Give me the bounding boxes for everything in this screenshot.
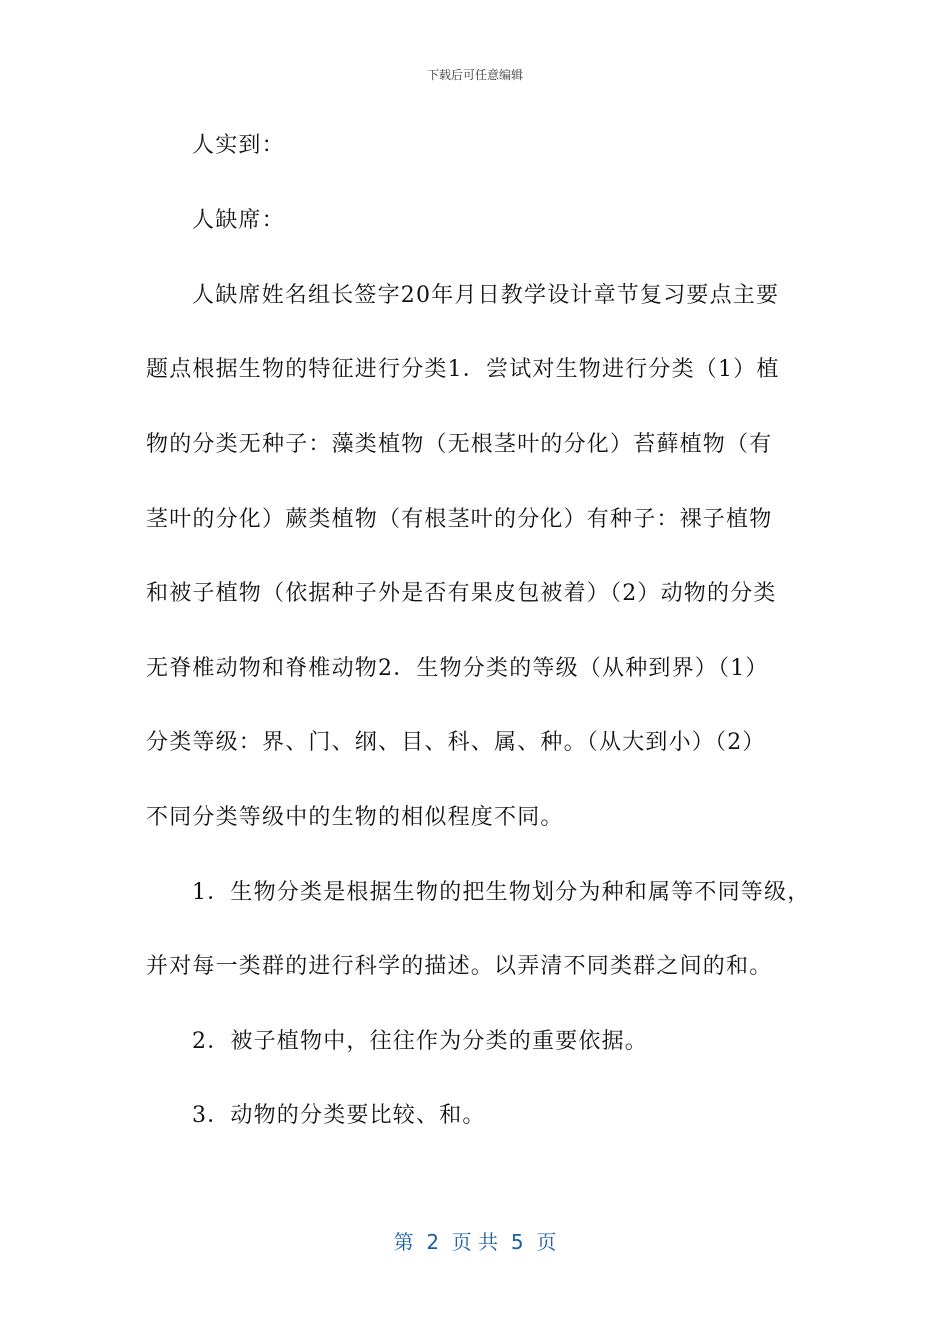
text-line-attendance: 人实到： [192,133,285,158]
text-line-absent: 人缺席： [192,208,285,233]
text-line-paragraph-1: 人缺席姓名组长签字20年月日教学设计章节复习要点主要 [192,283,780,308]
text-line-paragraph-3: 物的分类无种子：藻类植物（无根茎叶的分化）苔藓植物（有 [146,432,773,457]
page-header: 下载后可任意编辑 [426,68,523,82]
text-line-paragraph-4: 茎叶的分化）蕨类植物（有根茎叶的分化）有种子：裸子植物 [146,507,773,532]
text-line-item-3: 3．动物的分类要比较、和。 [192,1103,486,1128]
text-line-paragraph-5: 和被子植物（依据种子外是否有果皮包被着）（2）动物的分类 [146,581,777,606]
text-line-paragraph-7: 分类等级：界、门、纲、目、科、属、种。（从大到小）（2） [146,730,766,755]
text-line-paragraph-8: 不同分类等级中的生物的相似程度不同。 [146,805,564,830]
text-line-item-2: 2．被子植物中，往往作为分类的重要依据。 [192,1029,648,1054]
text-line-paragraph-2: 题点根据生物的特征进行分类1．尝试对生物进行分类（1）植 [146,357,780,382]
page-number: 第 2 页 共 5 页 [393,1230,557,1254]
text-line-item-1a: 1．生物分类是根据生物的把生物划分为种和属等不同等级， [192,880,811,905]
text-line-paragraph-6: 无脊椎动物和脊椎动物2．生物分类的等级（从种到界）（1） [146,656,769,681]
text-line-item-1b: 并对每一类群的进行科学的描述。以弄清不同类群之间的和。 [146,954,773,979]
